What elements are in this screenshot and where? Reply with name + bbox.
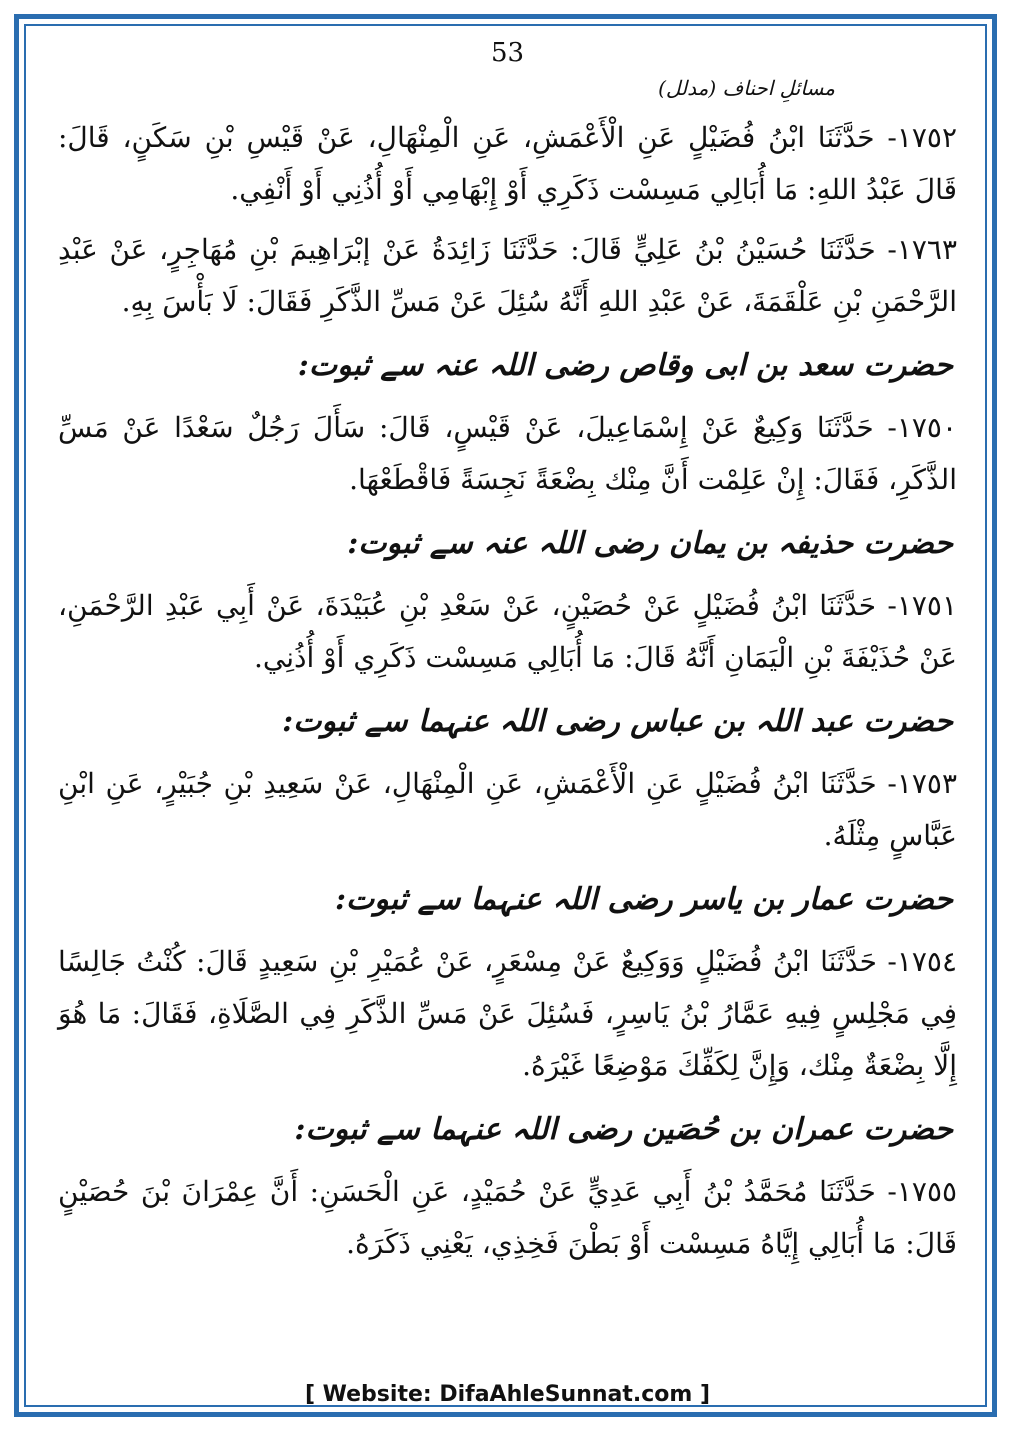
hadith-1755: ١٧٥٥- حَدَّثَنَا مُحَمَّدُ بْنُ أَبِي عَدِيٍّ عَنْ حُمَيْدٍ، عَنِ الْحَسَنِ: أَنَّ عِمْرَانَ بْنَ حُصَيْنٍ قَالَ: مَا أُبَالِي إِيَّاهُ مَسِسْت أَوْ بَطْنَ فَخِذِي، يَعْنِي ذَكَرَهُ. (58, 1175, 958, 1260)
section-heading-ammar: حضرت عمار بن یاسر رضی اللہ عنہما سے ثبوت: (334, 882, 953, 917)
hadith-1751: ١٧٥١- حَدَّثَنَا ابْنُ فُضَيْلٍ عَنْ حُصَيْنٍ، عَنْ سَعْدِ بْنِ عُبَيْدَةَ، عَنْ أَبِي عَبْدِ الرَّحْمَنِ، عَنْ حُذَيْفَةَ بْنِ الْيَمَانِ أَنَّهُ قَالَ: مَا أُبَالِي مَسِسْت ذَكَرِي أَوْ أُذُنِي. (58, 589, 957, 674)
hadith-1753: ١٧٥٣- حَدَّثَنَا ابْنُ فُضَيْلٍ عَنِ الْأَعْمَشِ، عَنِ الْمِنْهَالِ، عَنْ سَعِيدِ بْنِ جُبَيْرٍ، عَنِ ابْنِ عَبَّاسٍ مِثْلَهُ. (58, 767, 957, 852)
section-heading-ibn-abbas: حضرت عبد اللہ بن عباس رضی اللہ عنہما سے ثبوت: (282, 704, 953, 739)
website-footer: [ Website: DifaAhleSunnat.com ] (304, 1382, 711, 1407)
section-heading-hudhayfa: حضرت حذیفہ بن یمان رضی اللہ عنہ سے ثبوت: (347, 526, 953, 561)
hadith-1754: ١٧٥٤- حَدَّثَنَا ابْنُ فُضَيْلٍ وَوَكِيعٌ عَنْ مِسْعَرٍ، عَنْ عُمَيْرِ بْنِ سَعِيدٍ قَالَ: كُنْتُ جَالِسًا فِي مَجْلِسٍ فِيهِ عَمَّارُ بْنُ يَاسِرٍ، فَسُئِلَ عَنْ مَسِّ الذَّكَرِ فِي الصَّلَاةِ، فَقَالَ: مَا هُوَ إِلَّا بِضْعَةٌ مِنْك، وَإِنَّ لِكَفِّكَ مَوْضِعًا غَيْرَهُ. (58, 945, 958, 1082)
page-content (58, 112, 957, 1278)
hadith-1750: ١٧٥٠- حَدَّثَنَا وَكِيعٌ عَنْ إِسْمَاعِيلَ، عَنْ قَيْسٍ، قَالَ: سَأَلَ رَجُلٌ سَعْدًا عَنْ مَسِّ الذَّكَرِ، فَقَالَ: إِنْ عَلِمْت أَنَّ مِنْك بِضْعَةً نَجِسَةً فَاقْطَعْهَا. (58, 411, 957, 496)
section-heading-imran: حضرت عمران بن حُصَین رضی اللہ عنہما سے ثبوت: (294, 1112, 953, 1147)
section-heading-saad: حضرت سعد بن ابی وقاص رضی اللہ عنہ سے ثبوت: (297, 348, 953, 383)
page-number: 53 (490, 38, 525, 68)
book-title: مسائلِ احناف (مدلل) (658, 76, 835, 100)
hadith-1752: ١٧٥٢- حَدَّثَنَا ابْنُ فُضَيْلٍ عَنِ الْأَعْمَشِ، عَنِ الْمِنْهَالِ، عَنْ قَيْسِ بْنِ سَكَنٍ، قَالَ: قَالَ عَبْدُ اللهِ: مَا أُبَالِي مَسِسْت ذَكَرِي أَوْ إِبْهَامِي أَوْ أُذُنِي أَوْ أَنْفِي. (58, 121, 957, 206)
hadith-1763: ١٧٦٣- حَدَّثَنَا حُسَيْنُ بْنُ عَلِيٍّ قَالَ: حَدَّثَنَا زَائِدَةُ عَنْ إبْرَاهِيمَ بْنِ مُهَاجِرٍ، عَنْ عَبْدِ الرَّحْمَنِ بْنِ عَلْقَمَةَ، عَنْ عَبْدِ اللهِ أَنَّهُ سُئِلَ عَنْ مَسِّ الذَّكَرِ فَقَالَ: لَا بَأْسَ بِهِ. (58, 233, 957, 318)
